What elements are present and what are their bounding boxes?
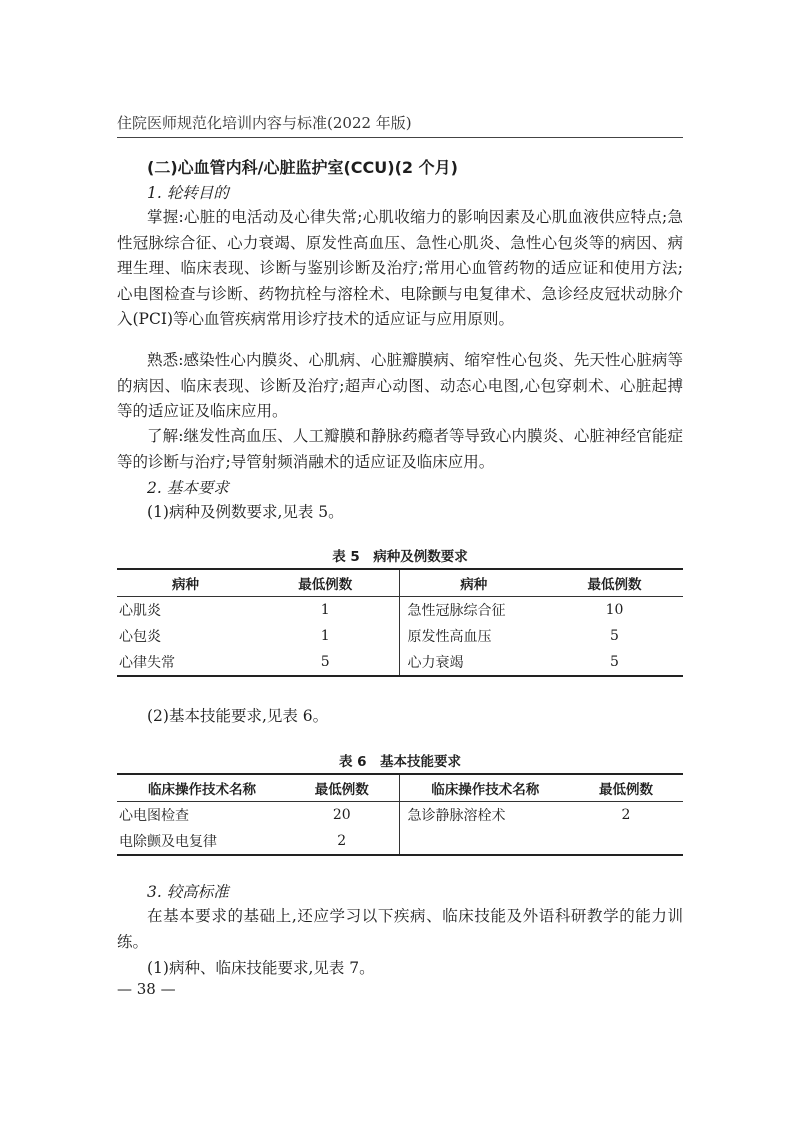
rotation-goals-heading: 1. 轮转目的 — [147, 184, 229, 202]
table6-header-cell: 临床操作技术名称 — [399, 774, 569, 802]
table6-caption: 表 6 基本技能要求 — [338, 754, 462, 770]
table5-cell: 1 — [252, 623, 399, 649]
table5-cell: 10 — [605, 602, 624, 618]
table-row — [117, 597, 683, 624]
higher-standards-item-1: (1)病种、临床技能要求,见表 7。 — [147, 959, 375, 977]
table5-header-row — [117, 569, 683, 597]
table6-cell — [569, 828, 683, 855]
higher-standards-heading: 3. 较高标准 — [147, 883, 229, 901]
table6-cell: 急诊静脉溶栓术 — [407, 808, 506, 824]
table5-cell: 心肌炎 — [119, 603, 161, 619]
table5-cell: 5 — [610, 628, 619, 644]
basic-requirement-item-2: (2)基本技能要求,见表 6。 — [147, 707, 329, 725]
table5-cell: 急性冠脉综合征 — [407, 603, 506, 619]
table6-header-row — [117, 774, 683, 802]
table6-cell: 2 — [621, 807, 631, 823]
table5-header-cell: 最低例数 — [252, 569, 399, 597]
table5-cell: 5 — [610, 654, 619, 670]
table5-cell: 心力衰竭 — [407, 655, 464, 671]
table5 — [117, 568, 683, 677]
page-number: — 38 — — [117, 980, 176, 998]
table5-cell: 1 — [252, 597, 399, 624]
master-paragraph: 掌握:心脏的电活动及心律失常;心肌收缩力的影响因素及心肌血液供应特点;急性冠脉综合征、心力衰竭、原发性高血压、急性心肌炎、急性心包炎等的病因、病理生理、临床表现、诊断与鉴别诊断及治疗;常用心血管药物的适应证和使用方法;心电图检查与诊断、药物抗栓与溶栓术、电除颤与电复律术、急诊经皮冠状动脉介入(PCI)等心血管疾病常用诊疗技术的适应证与应用原则。 — [117, 208, 683, 328]
table5-cell: 5 — [252, 649, 399, 676]
basic-requirements-heading: 2. 基本要求 — [147, 479, 229, 497]
header-rule — [117, 137, 683, 138]
understand-paragraph: 了解:继发性高血压、人工瓣膜和静脉药瘾者等导致心内膜炎、心脏神经官能症等的诊断与治疗;导管射频消融术的适应证及临床应用。 — [117, 427, 683, 471]
table6-cell: 电除颤及电复律 — [119, 834, 217, 850]
table-row — [117, 623, 683, 649]
table6-cell — [399, 828, 569, 855]
table6-cell: 心电图检查 — [119, 808, 189, 824]
table6-cell: 2 — [285, 828, 399, 855]
running-head: 住院医师规范化培训内容与标准(2022 年版) — [117, 114, 412, 132]
table-row — [117, 802, 683, 829]
table5-cell: 心律失常 — [119, 655, 175, 671]
table6 — [117, 773, 683, 856]
table6-cell: 20 — [285, 802, 399, 829]
higher-standards-paragraph: 在基本要求的基础上,还应学习以下疾病、临床技能及外语科研教学的能力训练。 — [117, 907, 683, 951]
table5-caption: 表 5 病种及例数要求 — [332, 549, 468, 565]
basic-requirement-item-1: (1)病种及例数要求,见表 5。 — [147, 503, 344, 521]
table5-cell: 心包炎 — [119, 629, 161, 645]
table-row — [117, 828, 683, 855]
table5-cell: 原发性高血压 — [407, 629, 492, 645]
table5-header-cell: 最低例数 — [546, 569, 683, 597]
table6-header-cell: 最低例数 — [569, 774, 683, 802]
table5-header-cell: 病种 — [117, 569, 252, 597]
table6-header-cell: 临床操作技术名称 — [117, 774, 285, 802]
table-row — [117, 649, 683, 676]
table5-header-cell: 病种 — [399, 569, 546, 597]
section-title: (二)心血管内科/心脏监护室(CCU)(2 个月) — [147, 158, 458, 177]
familiar-paragraph: 熟悉:感染性心内膜炎、心肌病、心脏瓣膜病、缩窄性心包炎、先天性心脏病等的病因、临床表现、诊断及治疗;超声心动图、动态心电图,心包穿刺术、心脏起搏等的适应证及临床应用。 — [117, 351, 683, 420]
table6-header-cell: 最低例数 — [285, 774, 399, 802]
